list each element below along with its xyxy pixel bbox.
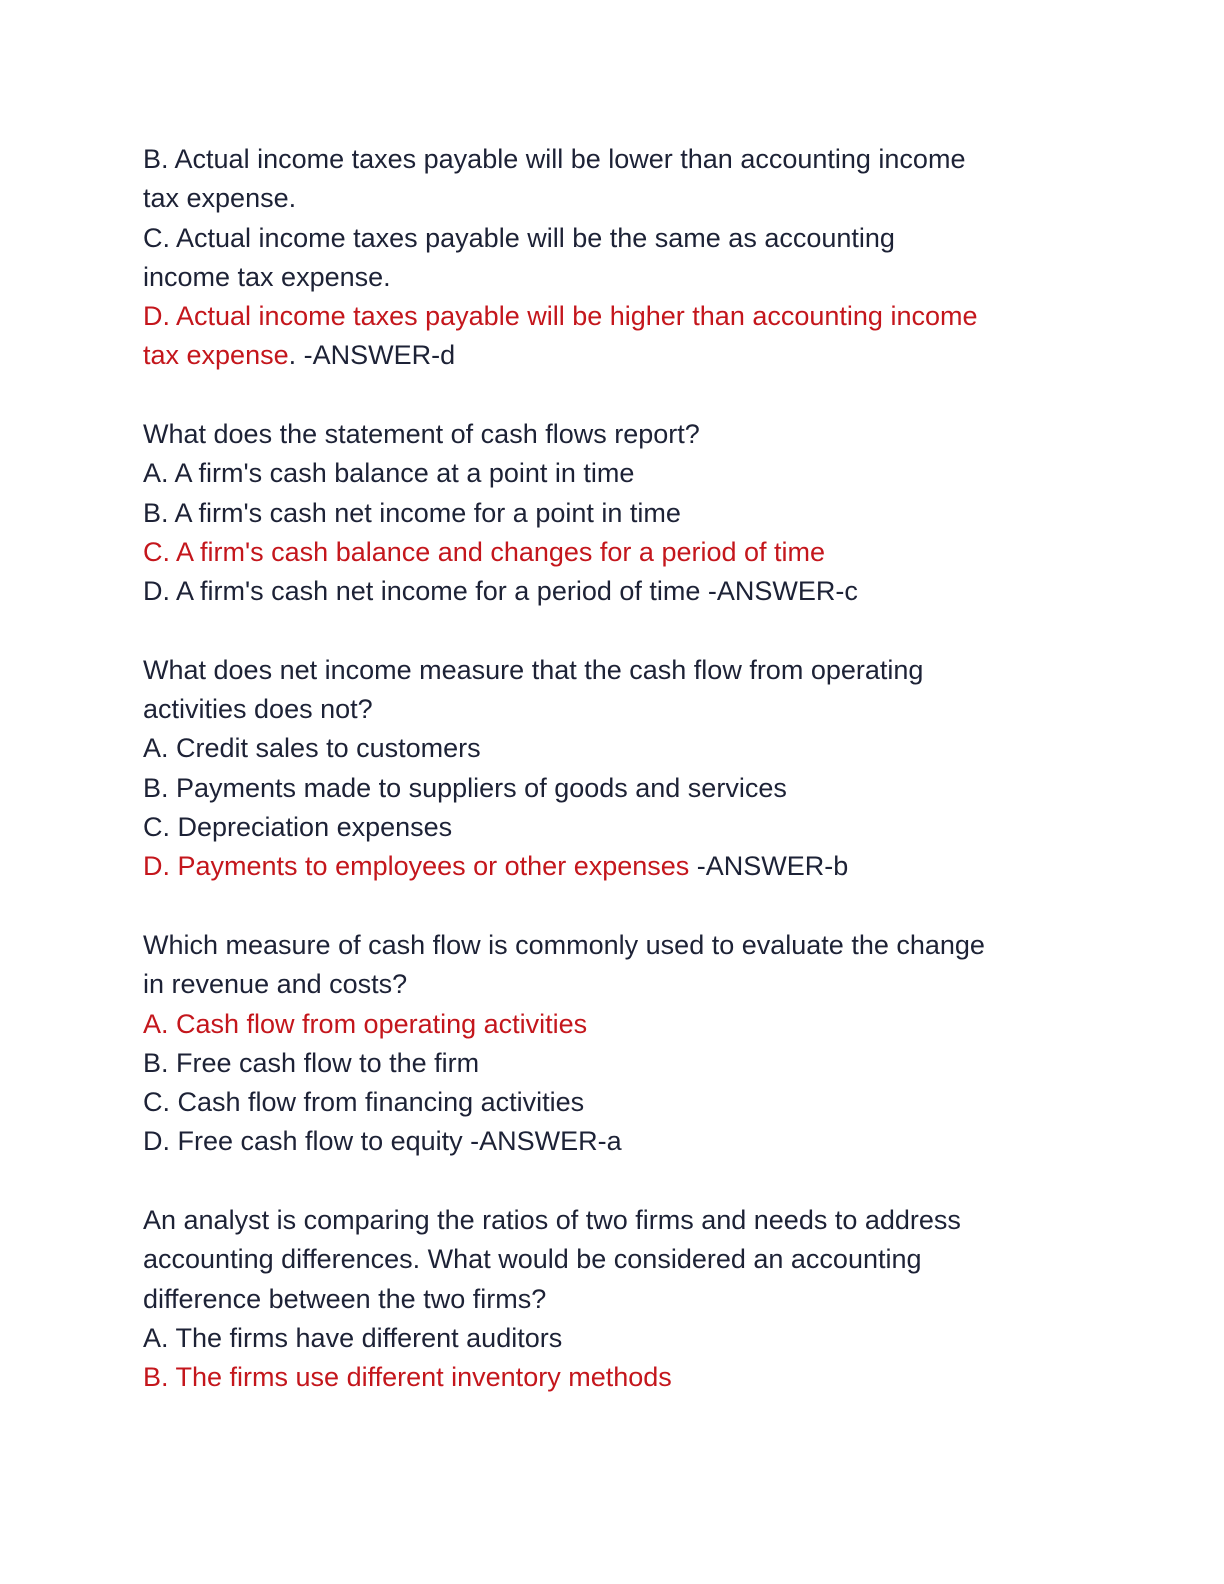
document-page [143,140,1103,1398]
question-block-cash-flow-measure [143,926,1103,1162]
question-block-accounting-differences [143,1201,1103,1397]
option-c-line-2: income tax expense. [143,261,391,292]
option-b-correct: B. The firms use different inventory methods [143,1362,672,1393]
option-d-correct-line-1: D. Actual income taxes payable will be higher than accounting income [143,301,978,332]
answer-key: . -ANSWER-d [288,340,456,371]
option-a-correct: A. Cash flow from operating activities [143,1008,588,1039]
question-block-cash-flows-statement [143,415,1103,611]
option-d-line [143,847,1103,886]
option-b: B. Payments made to suppliers of goods and services [143,772,787,803]
block-spacer [143,376,1103,415]
question-text-line-2: activities does not? [143,694,373,725]
option-a: A. Credit sales to customers [143,733,481,764]
question-block-net-income [143,651,1103,887]
block-spacer [143,887,1103,926]
question-text-line-2: accounting differences. What would be considered an accounting [143,1244,922,1275]
option-c-correct: C. A firm's cash balance and changes for a period of time [143,536,826,567]
option-d-with-answer: D. Free cash flow to equity -ANSWER-a [143,1126,622,1157]
question-text-line-1: Which measure of cash flow is commonly used to evaluate the change [143,929,985,960]
option-d-with-answer: D. A firm's cash net income for a period of time -ANSWER-c [143,576,858,607]
option-b: B. A firm's cash net income for a point in time [143,497,681,528]
option-c: C. Cash flow from financing activities [143,1087,585,1118]
question-text: What does the statement of cash flows report? [143,419,700,450]
question-text-line-1: What does net income measure that the cash flow from operating [143,654,924,685]
option-d-correct-text: tax expense [143,340,289,371]
block-spacer [143,612,1103,651]
question-text-line-2: in revenue and costs? [143,969,408,1000]
option-c-line-1: C. Actual income taxes payable will be the same as accounting [143,222,895,253]
option-b-line-1: B. Actual income taxes payable will be lower than accounting income [143,144,966,174]
question-block-tax-expense [143,140,1103,376]
option-b-line-2: tax expense. [143,183,297,214]
question-text-line-1: An analyst is comparing the ratios of two firms and needs to address [143,1205,961,1236]
block-spacer [143,1162,1103,1201]
question-text-line-3: difference between the two firms? [143,1283,547,1314]
option-d-highlighted: D. Payments to employees or other expenses [143,851,690,882]
option-c: C. Depreciation expenses [143,812,453,843]
option-a: A. A firm's cash balance at a point in time [143,458,635,489]
option-a: A. The firms have different auditors [143,1322,563,1353]
option-d-correct-line-2 [143,336,1103,375]
option-b: B. Free cash flow to the firm [143,1047,480,1078]
answer-key: -ANSWER-b [689,851,849,882]
